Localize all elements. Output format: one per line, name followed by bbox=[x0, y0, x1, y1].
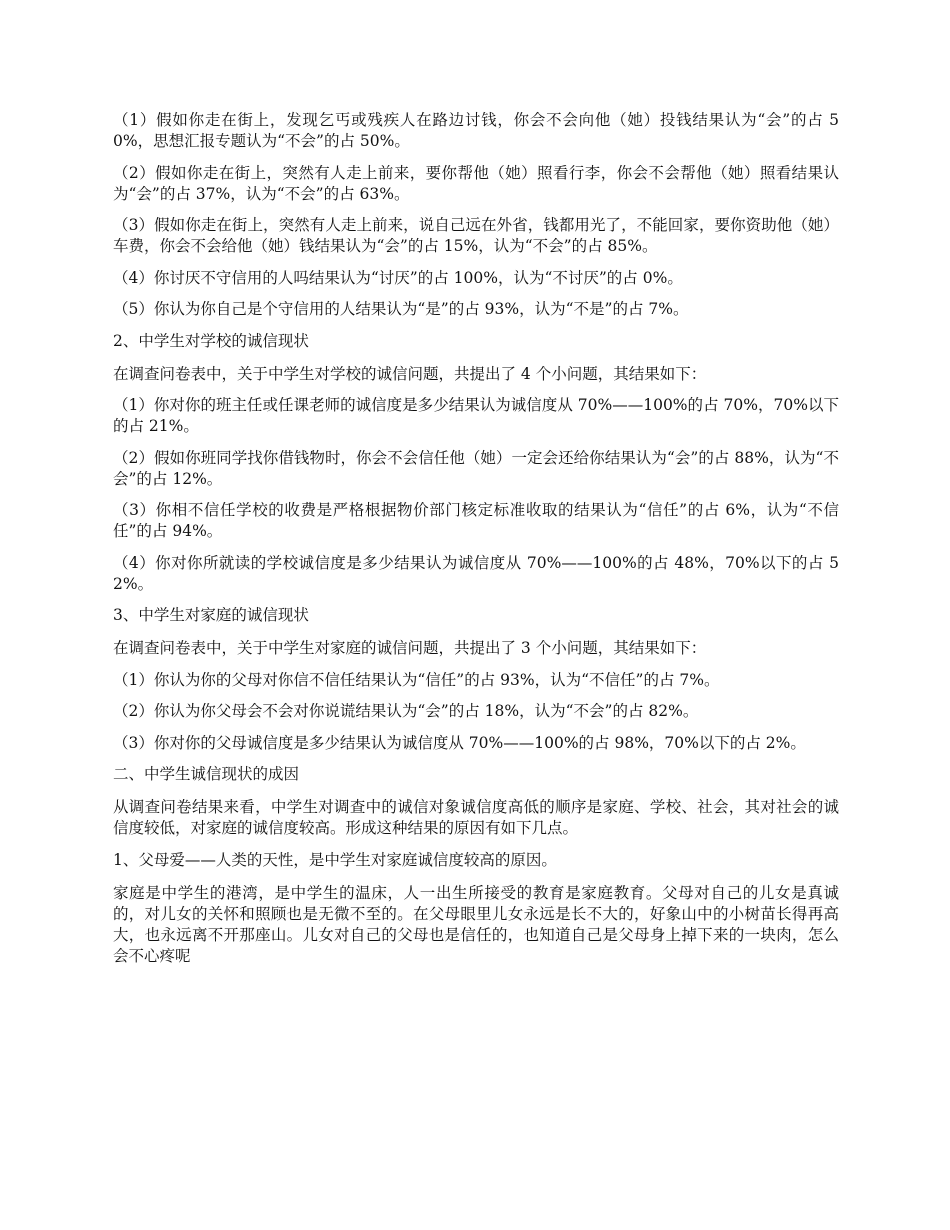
paragraph-school-intro: 在调查问卷表中，关于中学生对学校的诚信问题，共提出了 4 个小问题，其结果如下： bbox=[113, 364, 707, 383]
paragraph-society-q3: （3）假如你走在街上，突然有人走上前来，说自己远在外省，钱都用光了，不能回家，要你资助他（她）车费，你会不会给他（她）钱结果认为“会”的占 15%，认为“不会”的占 85%。 bbox=[113, 216, 839, 255]
section-heading-school: 2、中学生对学校的诚信现状 bbox=[113, 331, 309, 350]
paragraph-family-intro: 在调查问卷表中，关于中学生对家庭的诚信问题，共提出了 3 个小问题，其结果如下： bbox=[113, 639, 707, 657]
paragraph-causes-intro: 从调查问卷结果来看，中学生对调查中的诚信对象诚信度高低的顺序是家庭、学校、社会，其对社会的诚信度较低，对家庭的诚信度较高。形成这种结果的原因有如下几点。 bbox=[113, 798, 839, 837]
subheading-parental-love: 1、父母爱——人类的天性，是中学生对家庭诚信度较高的原因。 bbox=[113, 850, 557, 869]
paragraph-school-q3: （3）你相不信任学校的收费是严格根据物价部门核定标准收取的结果认为“信任”的占 6%，认为“不信任”的占 94%。 bbox=[113, 501, 839, 540]
paragraph-society-q1: （1）假如你走在街上，发现乞丐或残疾人在路边讨钱，你会不会向他（她）投钱结果认为“会”的占 50%，思想汇报专题认为“不会”的占 50%。 bbox=[113, 111, 839, 150]
section-heading-causes: 二、中学生诚信现状的成因 bbox=[113, 765, 300, 783]
paragraph-society-q4: （4）你讨厌不守信用的人吗结果认为“讨厌”的占 100%，认为“不讨厌”的占 0%。 bbox=[113, 268, 683, 287]
paragraph-society-q5: （5）你认为你自己是个守信用的人结果认为“是”的占 93%，认为“不是”的占 7%。 bbox=[113, 300, 689, 318]
paragraph-family-q1: （1）你认为你的父母对你信不信任结果认为“信任”的占 93%，认为“不信任”的占 7%。 bbox=[113, 670, 720, 689]
section-heading-family: 3、中学生对家庭的诚信现状 bbox=[113, 606, 309, 624]
paragraph-family-harbor: 家庭是中学生的港湾，是中学生的温床，人一出生所接受的教育是家庭教育。父母对自己的儿女是真诚的，对儿女的关怀和照顾也是无微不至的。在父母眼里儿女永远是长不大的，好象山中的小树苗长得再高大，也永远离不开那座山。儿女对自己的父母也是信任的，也知道自己是父母身上掉下来的一块肉，怎么会不心疼呢 bbox=[113, 883, 839, 965]
paragraph-school-q2: （2）假如你班同学找你借钱物时，你会不会信任他（她）一定会还给你结果认为“会”的占 88%，认为“不会”的占 12%。 bbox=[113, 448, 839, 488]
paragraph-school-q1: （1）你对你的班主任或任课老师的诚信度是多少结果认为诚信度从 70%——100%的占 70%，70%以下的占 21%。 bbox=[113, 396, 839, 435]
paragraph-family-q2: （2）你认为你父母会不会对你说谎结果认为“会”的占 18%，认为“不会”的占 82%。 bbox=[113, 702, 699, 720]
document-body bbox=[113, 110, 839, 977]
paragraph-society-q2: （2）假如你走在街上，突然有人走上前来，要你帮他（她）照看行李，你会不会帮他（她）照看结果认为“会”的占 37%，认为“不会”的占 63%。 bbox=[113, 163, 839, 203]
paragraph-school-q4: （4）你对你所就读的学校诚信度是多少结果认为诚信度从 70%——100%的占 48%，70%以下的占 52%。 bbox=[113, 553, 839, 593]
paragraph-family-q3: （3）你对你的父母诚信度是多少结果认为诚信度从 70%——100%的占 98%，70%以下的占 2%。 bbox=[113, 733, 806, 752]
